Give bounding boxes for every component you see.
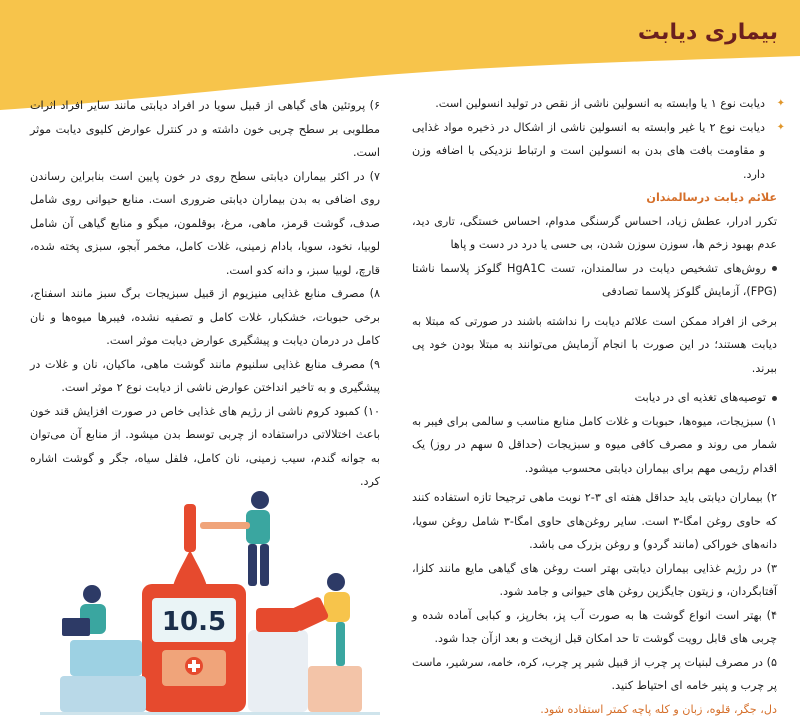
nutrition-item-7: ۷) در اکثر بیماران دیابتی سطح روی در خون پایین است بنابراین رساندن روی اضافی به بدن بیماران دیابتی ضروری است. منابع حیوانی روی شامل صدف، گوشت قرمز، ماهی، مرغ، بوقلمون، میگو و منابع گیاهی آن شامل لوبیا، نخود، سویا، بادام زمینی، غلات کامل، مخمر آبجو، سبزی پخته شده، قارچ، لوبیا سبز، و دانه کدو است. [30, 169, 380, 277]
star-bullet-icon: ✦ [776, 121, 785, 133]
nutrition-item-4: ۴) بهتر است انواع گوشت ها به صورت آب پز، بخارپز، و کبابی آماده شده و چربی های قابل رویت گوشت تا حد امکان قبل ازپخت و بعد ازآن جدا شود. [412, 608, 777, 645]
symptoms-text: تکرر ادرار، عطش زیاد، احساس گرسنگی مدوام، احساس خستگی، تاری دید، عدم بهبود زخم ها، سوزن سوزن شدن، بی حسی یا درد در دست و پاها [412, 214, 777, 251]
glucose-reading: 10.5 [161, 607, 227, 637]
type2-item: ✦ دیابت نوع ۲ یا غیر وابسته به انسولین ناشی از اشکال در ذخیره مواد غذایی و مقاومت بافت های بدن به انسولین است و ارتباط نزدیکی با اضافه وزن دارد. [412, 116, 777, 187]
diagnosis-note: برخی از افراد ممکن است علائم دیابت را نداشته باشند در صورتی که مبتلا به دیابت هستند؛ در این صورت با انجام آزمایش می‌توانند به مبتلا بودن خود پی ببرند. [412, 314, 777, 375]
nutrition-item-9: ۹) مصرف منابع غذایی سلنیوم مانند گوشت ماهی، ماکیان، نان و غلات در پیشگیری و به تاخیر انداختن عوارض ناشی از دیابت نوع ۲ موثر است. [30, 357, 380, 394]
nutrition-item-5: ۵) در مصرف لبنیات پر چرب از قبیل شیر پر چرب، کره، خامه، سرشیر، ماست پر چرب و پنیر خامه ای احتیاط کنید. [412, 655, 777, 692]
nutrition-item-1: ۱) سبزیجات، میوه‌ها، حبوبات و غلات کامل منابع مناسب و سالمی برای فیبر به شمار می روند و مصرف کافی میوه و سبزیجات (حداقل ۵ سهم در روز) یک اقدام رژیمی مهم برای بیماران دیابتی محسوب میشود. [412, 414, 777, 475]
symptoms-heading: علائم دیابت درسالمندان [646, 191, 777, 204]
diabetes-glucometer-illustration [40, 490, 380, 715]
nutrition-heading: توصیه‌های تغذیه ای در دیابت [412, 386, 777, 410]
caution-text: دل، جگر، قلوه، زبان و کله پاچه کمتر استفاده شود. [540, 702, 777, 716]
nutrition-item-2: ۲) بیماران دیابتی باید حداقل هفته ای ۳-۲ نوبت ماهی ترجیحا تازه استفاده کنند که حاوی روغن امگا-۳ است. سایر روغن‌های حاوی امگا-۳ شامل روغن سویا، دانه‌های خوراکی (مانند گردو) و روغن بزرک می باشد. [412, 491, 777, 551]
bullet-dot-icon [772, 396, 777, 401]
nutrition-item-8: ۸) مصرف منابع غذایی منیزیوم از قبیل سبزیجات برگ سبز مانند اسفناج، برخی حبوبات، خشکبار، غلات کامل و تصفیه نشده، فیبرها میوه‌ها و نان کامل در درمان دیابت و پیشگیری عوارض دیابت موثر است. [30, 287, 380, 347]
nutrition-item-6: ۶) پروتئین های گیاهی از قبیل سویا در افراد دیابتی مانند سایر افراد اثرات مطلوبی بر سطح چربی خون داشته و در کنترل عوارض کلیوی دیابت موثر است. [30, 99, 380, 159]
nutrition-item-10: ۱۰) کمبود کروم ناشی از رژیم های غذایی خاص در صورت افزایش قند خون باعث اختلالاتی دراستفاده از چربی توسط بدن میشود. از منابع آن می‌توان به جوانه گندم، سیب زمینی، نان کامل، فلفل سیاه، جگر و گوشت اشاره کرد. [30, 404, 380, 488]
type1-item: ✦ دیابت نوع ۱ یا وابسته به انسولین ناشی از نقص در تولید انسولین است. [412, 92, 777, 116]
diagnosis-item: روش‌های تشخیص دیابت در سالمندان، تست HgA1C گلوکز پلاسما ناشتا (FPG)، آزمایش گلوکز پلاسما تصادفی [412, 261, 777, 298]
bullet-dot-icon [772, 266, 777, 271]
right-column [412, 92, 785, 721]
star-bullet-icon: ✦ [776, 98, 785, 109]
left-column [30, 94, 380, 494]
nutrition-item-3: ۳) در رژیم غذایی بیماران دیابتی بهتر است روغن های گیاهی مایع مانند کلزا، آفتابگردان، و زیتون جایگزین روغن های حیوانی و جامد شود. [412, 561, 777, 598]
page-title: بیماری دیابت [637, 20, 778, 45]
